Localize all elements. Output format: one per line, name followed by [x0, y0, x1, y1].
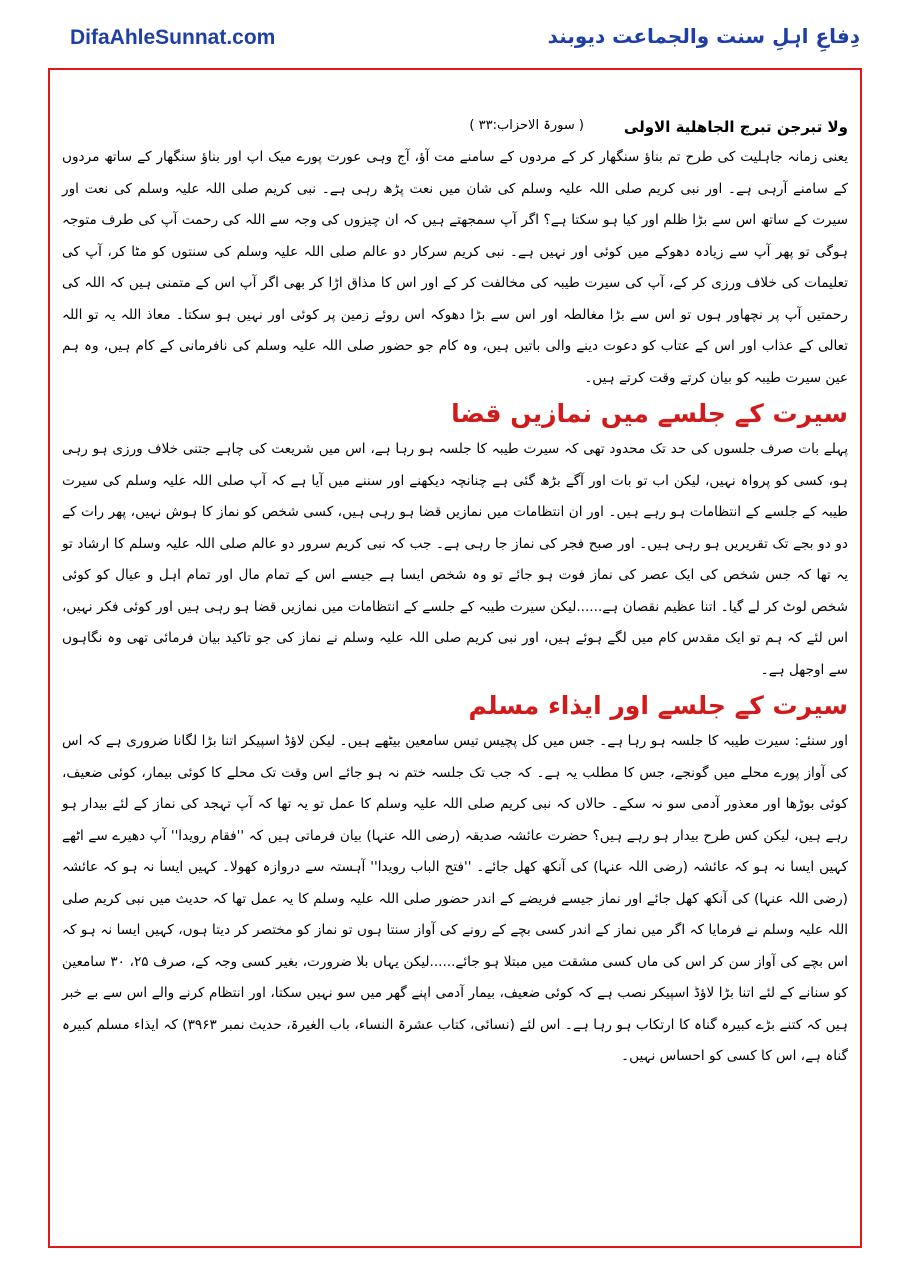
intro-paragraph: یعنی زمانہ جاہلیت کی طرح تم بناؤ سنگھار کر کے مردوں کے سامنے مت آؤ، آج وہی عورت پورے میک اپ اور بناؤ سنگھار کے ساتھ مردوں کے سامنے آرہی ہے۔ اور نبی کریم صلی اللہ علیہ وسلم کی شان میں نعت پڑھ رہی ہے۔ نبی کریم صلی اللہ علیہ وسلم کی نعت اور سیرت کے ساتھ اس سے بڑا ظلم اور کیا ہو سکتا ہے؟ اگر آپ سمجھتے ہیں کہ ان چیزوں کی وجہ سے اللہ کی رحمت آپ کی طرف متوجہ ہوگی تو پھر آپ سے زیادہ دھوکے میں کوئی اور نہیں ہے۔ نبی کریم سرکار دو عالم صلی اللہ علیہ وسلم کی سنتوں کو مٹا کر، آپ کی تعلیمات کی خلاف ورزی کر کے، آپ کی سیرت طیبہ کی مخالفت کر کے اور اس کا مذاق اڑا کر بھی اگر آپ اس کے متمنی ہیں کہ اللہ کی رحمتیں آپ پر نچھاور ہوں تو اس سے بڑا مغالطہ اور اس سے بڑا دھوکہ اس روئے زمین پر کوئی اور نہیں ہو سکتا۔ معاذ اللہ یہ تو اللہ تعالی کے عذاب اور اس کے عتاب کو دعوت دینے والی باتیں ہیں، وہ کام جو حضور صلی اللہ علیہ وسلم کی نافرمانی کے کام ہیں، وہ ہم عین سیرت طیبہ کو بیان کرتے وقت کرتے ہیں۔	[62, 149, 848, 386]
section-paragraph-harm: اور سنئے: سیرت طیبہ کا جلسہ ہو رہا ہے۔ جس میں کل پچیس تیس سامعین بیٹھے ہیں۔ لیکن لاؤڈ اسپیکر اتنا بڑا لگانا ضروری ہے کہ اس کی آواز پورے محلے میں گونجے، جس کا مطلب یہ ہے۔ کہ جب تک جلسہ ختم نہ ہو جائے اس وقت تک محلے کا کوئی بیمار، کوئی ضعیف، کوئی بوڑھا اور معذور آدمی سو نہ سکے۔ حالاں کہ نبی کریم صلی اللہ علیہ وسلم کا عمل تو یہ تھا کہ آپ تہجد کی نماز کے لئے بیدار ہو رہے ہیں، لیکن کس طرح بیدار ہو رہے ہیں؟ حضرت عائشہ صدیقہ (رضی اللہ عنہا) بیان فرماتی ہیں کہ ''فقام رویدا'' آپ دھیرے سے اٹھے کہیں ایسا نہ ہو کہ عائشہ (رضی اللہ عنہا) کی آنکھ کھل جائے۔ ''فتح الباب رویدا'' آہستہ سے دروازہ کھولا۔ کہیں ایسا نہ ہو کہ عائشہ (رضی اللہ عنہا) کی آنکھ کھل جائے اور نماز جیسے فریضے کے اندر حضور صلی اللہ علیہ وسلم کا یہ عمل تھا کہ حدیث میں نبی کریم صلی اللہ علیہ وسلم نے فرمایا کہ اگر میں نماز کے اندر کسی بچے کے رونے کی آواز سنتا ہوں تو نماز کو مختصر کر دیتا ہوں، کہیں ایسا نہ ہو کہ اس بچے کی آواز سن کر اس کی ماں کسی مشقت میں مبتلا ہو جائے......لیکن یہاں بلا ضرورت، بغیر کسی وجہ کے، صرف ۲۵، ۳۰ سامعین کو سنانے کے لئے اتنا بڑا لاؤڈ اسپیکر نصب ہے کہ کوئی ضعیف، بیمار آدمی اپنے گھر میں سو نہیں سکتا، اور انتظام کرنے والے اس سے بے خبر ہیں کہ کتنے بڑے کبیرہ گناہ کا ارتکاب ہو رہا ہے۔ اس لئے (نسائی، کتاب عشرۃ النساء، باب الغیرۃ، حدیث نمبر ۳۹۶۳) کہ ایذاء مسلم کبیرہ گناہ ہے، اس کا کسی کو احساس نہیں۔	[62, 733, 848, 1064]
page-header	[0, 0, 900, 70]
article-body	[62, 118, 848, 1073]
verse-reference: ( سورۃ الاحزاب:۳۳ )	[469, 118, 584, 133]
section-paragraph-prayers: پہلے بات صرف جلسوں کی حد تک محدود تھی کہ سیرت طیبہ کا جلسہ ہو رہا ہے، اس میں شریعت کی چاہے جتنی خلاف ورزی ہو رہی ہو، کسی کو پرواہ نہیں، لیکن اب تو بات اور آگے بڑھ گئی ہے چنانچہ دیکھنے اور سننے میں آیا ہے کہ آپ صلی اللہ علیہ وسلم کی سیرت طیبہ کے جلسے کے انتظامات ہو رہے ہیں۔ اور ان انتظامات میں نمازیں قضا ہو رہی ہیں، کسی شخص کو نماز کا ہوش نہیں، پھر رات کے دو دو بجے تک تقریریں ہو رہی ہیں۔ اور صبح فجر کی نماز جا رہی ہے۔ جب کہ نبی کریم سرور دو عالم صلی اللہ علیہ وسلم کا ارشاد تو یہ تھا کہ جس شخص کی ایک عصر کی نماز فوت ہو جائے تو وہ شخص ایسا ہے جیسے اس کے تمام مال اور تمام اہل و عیال کو کوئی شخص لوٹ کر لے گیا۔ اتنا عظیم نقصان ہے......لیکن سیرت طیبہ کے جلسے کے انتظامات میں نمازیں قضا ہو رہی ہیں اور کوئی فکر نہیں، اس لئے کہ ہم تو ایک مقدس کام میں لگے ہوئے ہیں، اور نبی کریم صلی اللہ علیہ وسلم نے نماز کی جو تاکید بیان فرمائی تھی وہ نگاہوں سے اوجھل ہے۔	[62, 441, 848, 678]
section-heading-prayers: سیرت کے جلسے میں نمازیں قضا	[451, 399, 848, 428]
quran-verse	[62, 118, 848, 136]
site-url[interactable]: DifaAhleSunnat.com	[70, 26, 276, 49]
section-heading-harm: سیرت کے جلسے اور ایذاء مسلم	[468, 691, 848, 720]
verse-text: ولا تبرجن تبرج الجاهلية الاولى	[623, 118, 848, 136]
site-title: دِفاعِ اہلِ سنت والجماعت دیوبند	[547, 24, 860, 48]
